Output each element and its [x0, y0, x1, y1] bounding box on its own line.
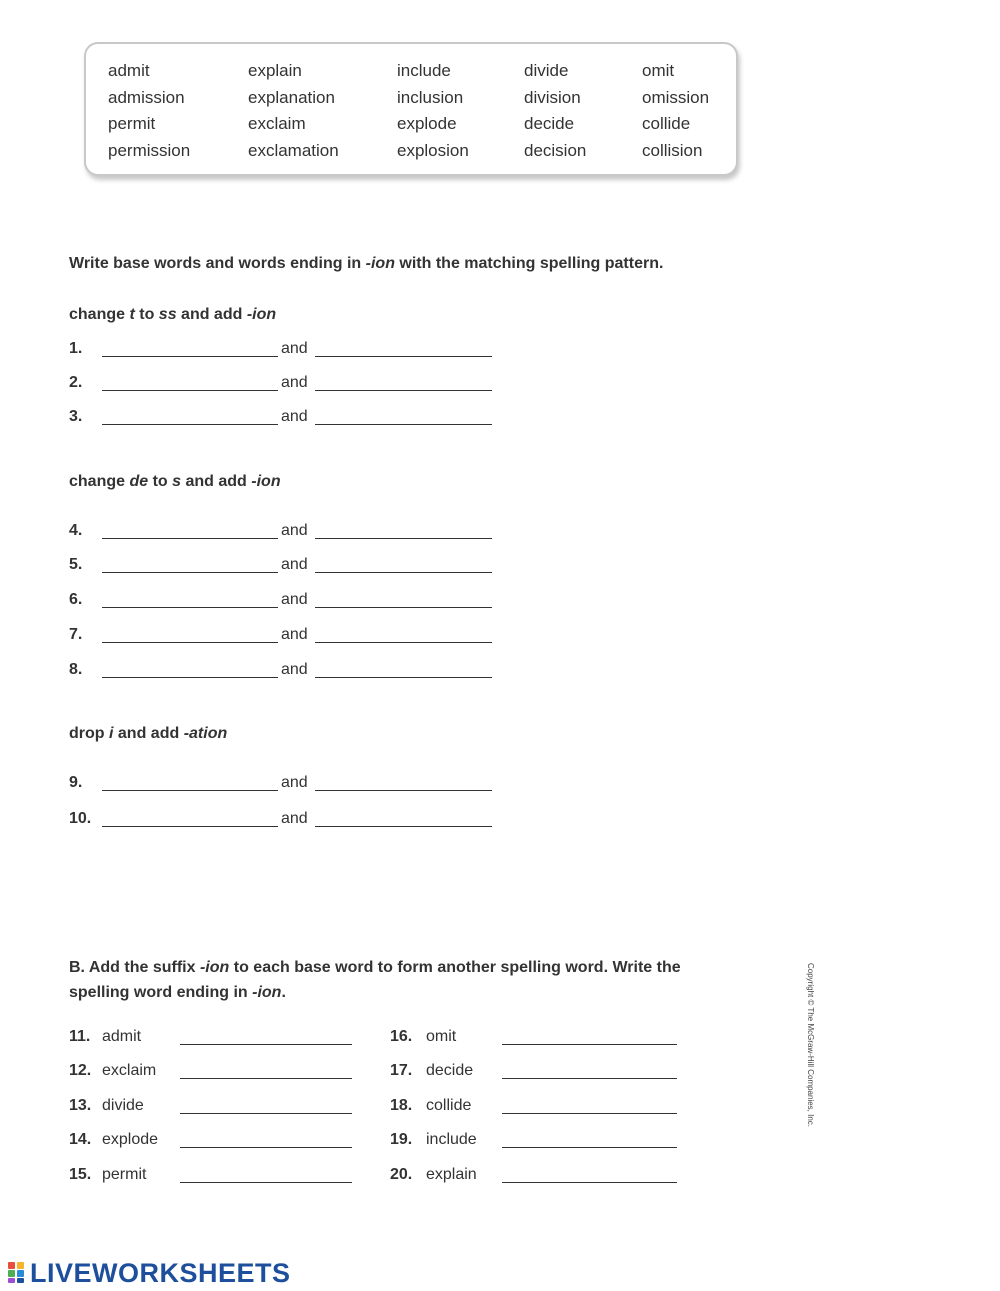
answer-blank[interactable] — [502, 1044, 677, 1045]
item-number: 3. — [69, 408, 83, 425]
instruction-text: Write base words and words ending in — [69, 255, 366, 272]
answer-blank-base-word[interactable] — [102, 390, 278, 391]
item-number: 15. — [69, 1166, 92, 1183]
word-bank-column-3 — [397, 58, 469, 164]
base-word: omit — [426, 1028, 457, 1045]
item-number: 10. — [69, 810, 92, 827]
answer-blank-base-word[interactable] — [102, 607, 278, 608]
heading-italic: de — [129, 473, 149, 490]
instruction-text: B. Add the suffix — [69, 959, 200, 976]
answer-blank[interactable] — [502, 1182, 677, 1183]
heading-text: to — [148, 473, 173, 490]
heading-italic: i — [109, 725, 114, 742]
answer-blank-ion-word[interactable] — [315, 642, 492, 643]
liveworksheets-logo — [8, 1258, 291, 1288]
word-bank-word: admission — [108, 87, 185, 107]
item-number: 16. — [390, 1028, 413, 1045]
item-number: 14. — [69, 1131, 92, 1148]
word-bank-word: inclusion — [397, 87, 464, 107]
word-bank-word: divide — [524, 61, 569, 80]
base-word: explode — [102, 1131, 159, 1148]
word-bank-word: explanation — [248, 87, 335, 107]
heading-italic: ss — [158, 306, 177, 323]
logo-text: LIVEWORKSHEETS — [30, 1257, 291, 1288]
answer-blank[interactable] — [180, 1044, 352, 1045]
word-bank-word: decide — [524, 114, 575, 133]
item-number: 12. — [69, 1062, 92, 1079]
answer-blank[interactable] — [502, 1078, 677, 1079]
answer-blank-base-word[interactable] — [102, 572, 278, 573]
and-label: and — [281, 774, 308, 791]
base-word: explain — [426, 1166, 477, 1183]
heading-italic: t — [129, 306, 135, 323]
heading-italic: -ion — [251, 473, 281, 490]
and-label: and — [281, 374, 308, 391]
heading-text: and add — [113, 725, 184, 742]
answer-blank[interactable] — [502, 1147, 677, 1148]
group-heading-2 — [69, 473, 281, 491]
answer-blank-ion-word[interactable] — [315, 356, 492, 357]
item-number: 17. — [390, 1062, 413, 1079]
answer-blank-base-word[interactable] — [102, 356, 278, 357]
word-bank-word: explain — [248, 61, 302, 80]
base-word: admit — [102, 1028, 142, 1045]
answer-blank-base-word[interactable] — [102, 424, 278, 425]
answer-blank[interactable] — [180, 1078, 352, 1079]
word-bank-column-1 — [108, 58, 190, 164]
copyright-notice: Copyright © The McGraw-Hill Companies, Inc. — [806, 963, 815, 1128]
instruction-suffix: -ion — [252, 984, 282, 1001]
answer-blank-base-word[interactable] — [102, 538, 278, 539]
answer-blank[interactable] — [180, 1113, 352, 1114]
word-bank-word: permit — [108, 114, 156, 133]
word-bank-word: permission — [108, 140, 191, 160]
instruction-text: spelling word ending in — [69, 984, 253, 1001]
item-number: 19. — [390, 1131, 413, 1148]
and-label: and — [281, 661, 308, 678]
word-bank-column-4 — [524, 58, 586, 164]
base-word: exclaim — [102, 1062, 157, 1079]
instruction-suffix: -ion — [365, 255, 395, 272]
group-heading-3 — [69, 725, 227, 743]
base-word: divide — [102, 1097, 144, 1114]
item-number: 6. — [69, 591, 83, 608]
base-word: include — [426, 1131, 477, 1148]
base-word: permit — [102, 1166, 147, 1183]
word-bank-column-2 — [248, 58, 339, 164]
item-number: 1. — [69, 340, 83, 357]
heading-text: and add — [181, 473, 252, 490]
item-number: 20. — [390, 1166, 413, 1183]
answer-blank-ion-word[interactable] — [315, 572, 492, 573]
item-number: 4. — [69, 522, 83, 539]
word-bank-word: division — [524, 87, 581, 107]
word-bank-word: omission — [642, 87, 710, 107]
heading-text: drop — [69, 725, 109, 742]
word-bank-word: collision — [642, 140, 703, 160]
and-label: and — [281, 591, 308, 608]
answer-blank-ion-word[interactable] — [315, 607, 492, 608]
answer-blank-ion-word[interactable] — [315, 677, 492, 678]
item-number: 13. — [69, 1097, 92, 1114]
answer-blank[interactable] — [180, 1182, 352, 1183]
base-word: collide — [426, 1097, 472, 1114]
heading-italic: -ation — [183, 725, 228, 742]
item-number: 8. — [69, 661, 83, 678]
section-b-instruction-line-2 — [69, 984, 286, 1002]
heading-text: to — [134, 306, 159, 323]
item-number: 11. — [69, 1028, 91, 1045]
word-bank-word: omit — [642, 61, 675, 80]
item-number: 5. — [69, 556, 83, 573]
and-label: and — [281, 522, 308, 539]
group-heading-1 — [69, 306, 276, 324]
and-label: and — [281, 340, 308, 357]
instruction-text: with the matching spelling pattern. — [394, 255, 664, 272]
word-bank-word: explosion — [397, 140, 469, 160]
heading-text: change — [69, 473, 130, 490]
logo-icon — [8, 1262, 26, 1284]
answer-blank-base-word[interactable] — [102, 826, 278, 827]
instruction-text: . — [281, 984, 286, 1001]
instruction-text: to each base word to form another spelling word. Write the — [229, 959, 681, 976]
word-bank-column-5 — [642, 58, 709, 164]
word-bank-word: include — [397, 61, 451, 80]
word-bank-word: decision — [524, 140, 587, 160]
heading-italic: -ion — [246, 306, 277, 323]
and-label: and — [281, 810, 308, 827]
word-bank-word: collide — [642, 114, 691, 133]
and-label: and — [281, 626, 308, 643]
answer-blank-ion-word[interactable] — [315, 790, 492, 791]
heading-italic: s — [172, 473, 182, 490]
word-bank — [84, 42, 738, 176]
answer-blank-base-word[interactable] — [102, 790, 278, 791]
answer-blank-base-word[interactable] — [102, 677, 278, 678]
word-bank-word: exclamation — [248, 140, 339, 160]
word-bank-word: exclaim — [248, 114, 306, 133]
word-bank-word: admit — [108, 61, 150, 80]
base-word: decide — [426, 1062, 474, 1079]
heading-text: and add — [176, 306, 247, 323]
answer-blank-ion-word[interactable] — [315, 538, 492, 539]
word-bank-word: explode — [397, 114, 457, 133]
item-number: 9. — [69, 774, 83, 791]
and-label: and — [281, 408, 308, 425]
item-number: 2. — [69, 374, 83, 391]
section-b-instruction-line-1 — [69, 959, 681, 977]
answer-blank-base-word[interactable] — [102, 642, 278, 643]
answer-blank-ion-word[interactable] — [315, 424, 492, 425]
answer-blank[interactable] — [502, 1113, 677, 1114]
heading-text: change — [69, 306, 130, 323]
section-a-instruction — [69, 255, 663, 273]
answer-blank-ion-word[interactable] — [315, 826, 492, 827]
and-label: and — [281, 556, 308, 573]
answer-blank-ion-word[interactable] — [315, 390, 492, 391]
instruction-suffix: -ion — [199, 959, 230, 976]
item-number: 7. — [69, 626, 83, 643]
answer-blank[interactable] — [180, 1147, 352, 1148]
item-number: 18. — [390, 1097, 413, 1114]
